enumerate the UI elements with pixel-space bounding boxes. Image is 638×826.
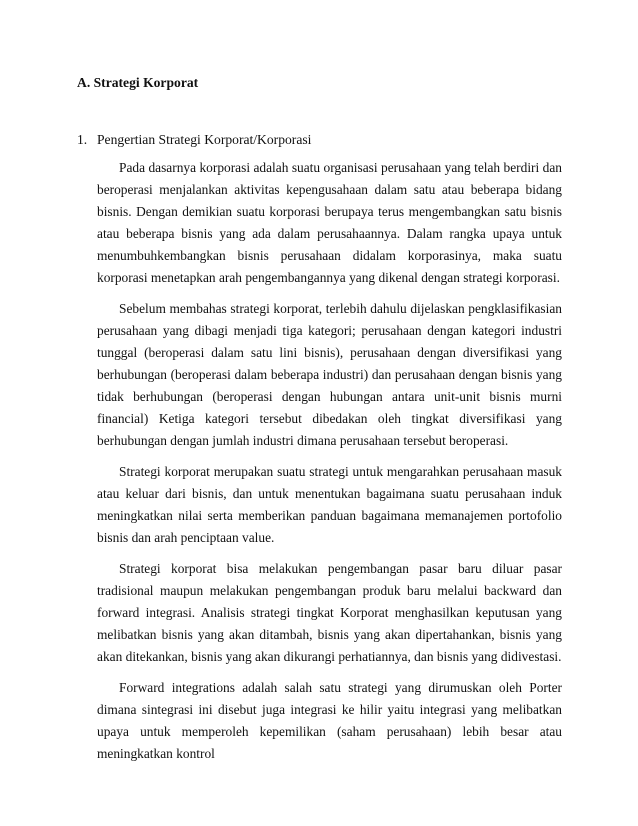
paragraph: Strategi korporat bisa melakukan pengembangan pasar baru diluar pasar tradisional maupun melakukan pengembangan produk baru melalui backward dan forward integrasi. Analisis strategi tingkat Korporat menghasilkan keputusan yang melibatkan bisnis yang akan ditambah, bisnis yang akan dipertahankan, bisnis yang akan ditekankan, bisnis yang akan dikurangi perhatiannya, dan bisnis yang didivestasi. bbox=[97, 561, 562, 664]
subsection-heading bbox=[77, 132, 567, 148]
subsection-number: 1. bbox=[77, 132, 88, 147]
subsection-title: Pengertian Strategi Korporat/Korporasi bbox=[97, 132, 312, 147]
paragraph: Forward integrations adalah salah satu strategi yang dirumuskan oleh Porter dimana sintegrasi ini disebut juga integrasi ke hilir yaitu integrasi yang melibatkan upaya untuk memperoleh kepemilikan (saham perusahaan) lebih besar atau meningkatkan kontrol bbox=[97, 680, 562, 761]
section-heading: A. Strategi Korporat bbox=[77, 75, 199, 90]
paragraph: Pada dasarnya korporasi adalah suatu organisasi perusahaan yang telah berdiri dan beroperasi menjalankan aktivitas kepengusahaan dalam satu atau beberapa bidang bisnis. Dengan demikian suatu korporasi berupaya terus mengembangkan satu bisnis atau beberapa bisnis yang ada dalam perusahaannya. Dalam rangka upaya untuk menumbuhkembangkan bisnis perusahaan didalam korporasinya, maka suatu korporasi menetapkan arah pengembangannya yang dikenal dengan strategi korporasi. bbox=[97, 160, 562, 285]
paragraph: Sebelum membahas strategi korporat, terlebih dahulu dijelaskan pengklasifikasian perusahaan yang dibagi menjadi tiga kategori; perusahaan dengan kategori industri tunggal (beroperasi dalam satu lini bisnis), perusahaan dengan diversifikasi yang berhubungan (beroperasi dalam beberapa industri) dan perusahaan dengan bisnis yang tidak berhubungan (beroperasi dengan hubungan antara unit-unit bisnis murni financial) Ketiga kategori tersebut dibedakan oleh tingkat diversifikasi yang berhubungan dengan jumlah industri dimana perusahaan tersebut beroperasi. bbox=[97, 301, 562, 448]
body-text bbox=[97, 157, 562, 774]
paragraph: Strategi korporat merupakan suatu strategi untuk mengarahkan perusahaan masuk atau keluar dari bisnis, dan untuk menentukan bagaimana suatu perusahaan induk meningkatkan nilai serta memberikan panduan bagaimana memanajemen portofolio bisnis dan arah penciptaan value. bbox=[97, 464, 562, 545]
